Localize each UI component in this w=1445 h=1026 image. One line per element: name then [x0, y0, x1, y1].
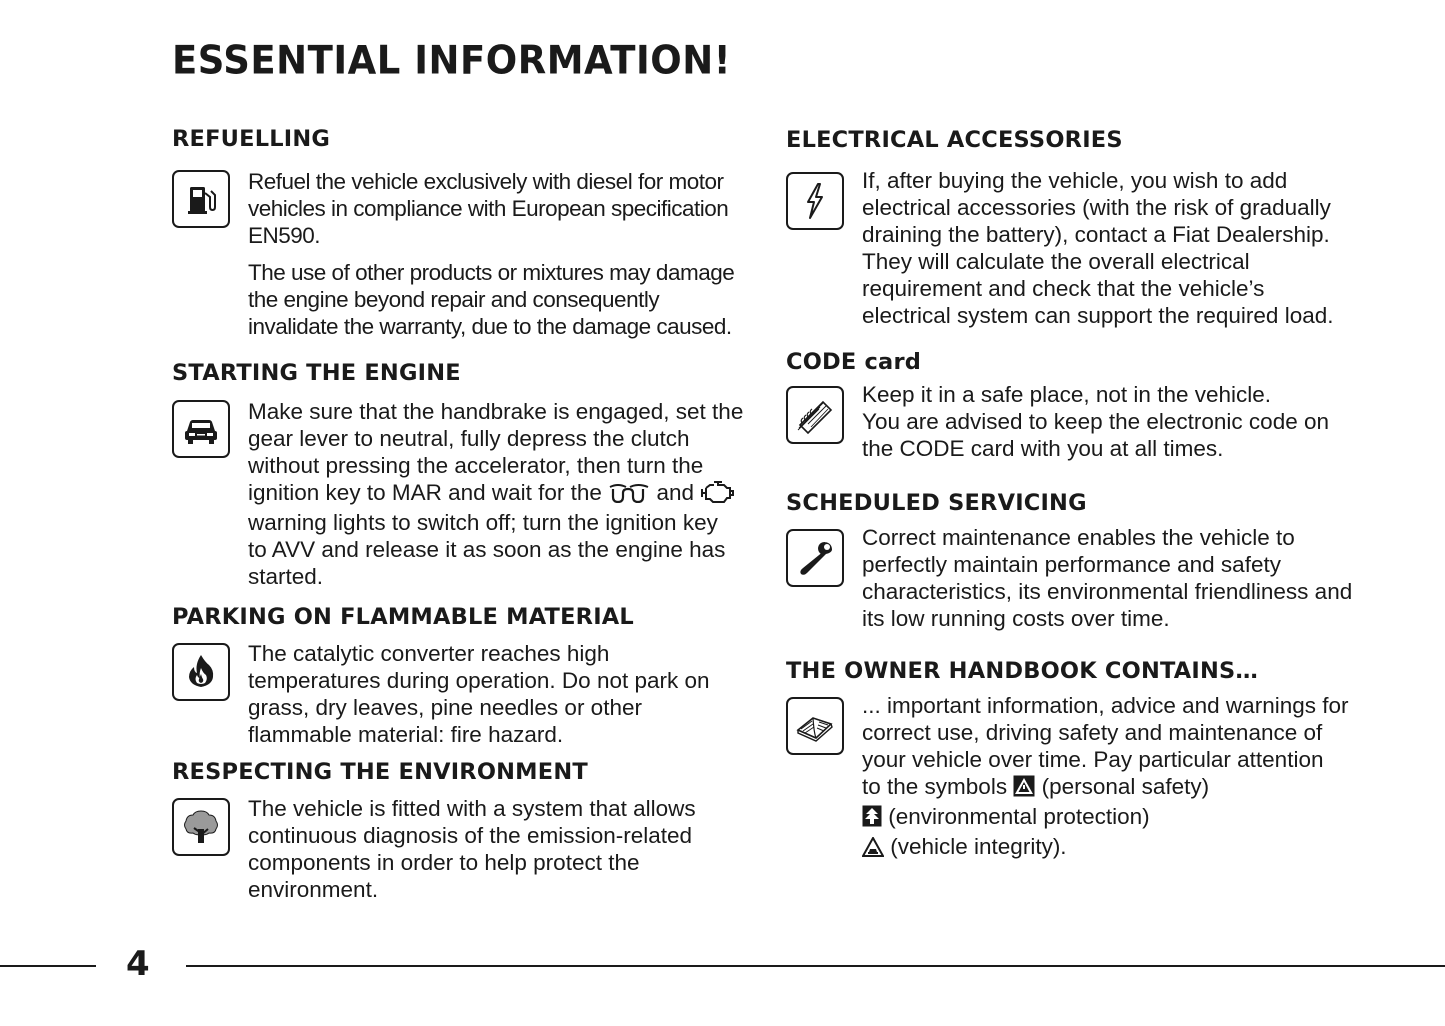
environment-line: The vehicle is fitted with a system that allows — [248, 796, 696, 821]
starting-line: warning lights to switch off; turn the ignition key — [248, 510, 718, 535]
handbook-line: ... important information, advice and warnings for — [862, 693, 1349, 718]
refuelling-line: invalidate the warranty, due to the damage caused. — [248, 314, 732, 339]
page-number: 4 — [126, 944, 150, 984]
vehicle-integrity-icon — [862, 836, 884, 863]
parking-line: temperatures during operation. Do not park on — [248, 668, 710, 693]
page-title: ESSENTIAL INFORMATION! — [172, 38, 732, 84]
code-line: Keep it in a safe place, not in the vehicle. — [862, 382, 1272, 407]
fuel-pump-icon — [172, 170, 230, 228]
parking-heading: PARKING ON FLAMMABLE MATERIAL — [172, 604, 634, 630]
section-handbook — [786, 658, 1386, 863]
servicing-heading: SCHEDULED SERVICING — [786, 490, 1087, 516]
glow-plug-warning-icon — [608, 482, 650, 509]
wrench-icon — [786, 529, 844, 587]
environment-heading: RESPECTING THE ENVIRONMENT — [172, 759, 588, 785]
environment-line: continuous diagnosis of the emission-related — [248, 823, 693, 848]
starting-line: started. — [248, 564, 324, 589]
handbook-line: (environmental protection) — [882, 804, 1150, 829]
car-icon — [172, 400, 230, 458]
starting-line: without pressing the accelerator, then turn the — [248, 453, 704, 478]
starting-line: ignition key to MAR and wait for the — [248, 480, 609, 505]
open-book-icon — [786, 697, 844, 755]
handbook-line: (personal safety) — [1035, 774, 1210, 799]
section-environment — [172, 759, 752, 903]
parking-line: grass, dry leaves, pine needles or other — [248, 695, 642, 720]
section-code-card — [786, 349, 1386, 462]
environment-line: environment. — [248, 877, 379, 902]
section-parking — [172, 604, 752, 748]
code-card-icon — [786, 386, 844, 444]
refuelling-line: The use of other products or mixtures may damage — [248, 260, 735, 285]
electrical-line: draining the battery), contact a Fiat Dealership. — [862, 222, 1330, 247]
handbook-line: (vehicle integrity). — [884, 834, 1067, 859]
footer-rule-right — [186, 965, 1445, 967]
fire-icon — [172, 643, 230, 701]
servicing-line: Correct maintenance enables the vehicle to — [862, 525, 1295, 550]
code-line: the CODE card with you at all times. — [862, 436, 1224, 461]
engine-check-icon — [700, 481, 734, 509]
section-servicing — [786, 490, 1386, 632]
handbook-line: correct use, driving safety and maintenance of — [862, 720, 1323, 745]
code-line: You are advised to keep the electronic code on — [862, 409, 1329, 434]
footer-rule-left — [0, 965, 96, 967]
parking-line: The catalytic converter reaches high — [248, 641, 610, 666]
starting-line: Make sure that the handbrake is engaged, set the — [248, 399, 744, 424]
starting-line: to AVV and release it as soon as the engine has — [248, 537, 726, 562]
electrical-line: They will calculate the overall electrical — [862, 249, 1250, 274]
parking-line: flammable material: fire hazard. — [248, 722, 564, 747]
personal-safety-icon — [1013, 775, 1035, 803]
starting-heading: STARTING THE ENGINE — [172, 360, 461, 386]
servicing-line: characteristics, its environmental friendliness and — [862, 579, 1353, 604]
handbook-line: your vehicle over time. Pay particular attention — [862, 747, 1324, 772]
electrical-heading: ELECTRICAL ACCESSORIES — [786, 127, 1123, 153]
environment-line: components in order to help protect the — [248, 850, 640, 875]
starting-line: gear lever to neutral, fully depress the clutch — [248, 426, 690, 451]
refuelling-line: Refuel the vehicle exclusively with diesel for motor — [248, 169, 724, 194]
refuelling-heading: REFUELLING — [172, 126, 331, 152]
lightning-icon — [786, 172, 844, 230]
electrical-line: requirement and check that the vehicle’s — [862, 276, 1265, 301]
refuelling-line: EN590. — [248, 223, 321, 248]
servicing-line: its low running costs over time. — [862, 606, 1170, 631]
refuelling-line: vehicles in compliance with European specification — [248, 196, 729, 221]
handbook-heading: THE OWNER HANDBOOK CONTAINS… — [786, 658, 1259, 684]
section-electrical — [786, 127, 1386, 329]
environmental-protection-icon — [862, 805, 882, 833]
section-starting-engine — [172, 360, 752, 590]
electrical-line: If, after buying the vehicle, you wish to add — [862, 168, 1288, 193]
tree-icon — [172, 798, 230, 856]
servicing-line: perfectly maintain performance and safety — [862, 552, 1281, 577]
refuelling-line: the engine beyond repair and consequently — [248, 287, 660, 312]
handbook-line: to the symbols — [862, 774, 1014, 799]
section-refuelling — [172, 126, 752, 340]
starting-line: and — [650, 480, 701, 505]
code-heading: CODE card — [786, 349, 922, 375]
electrical-line: electrical accessories (with the risk of gradually — [862, 195, 1331, 220]
electrical-line: electrical system can support the required load. — [862, 303, 1334, 328]
